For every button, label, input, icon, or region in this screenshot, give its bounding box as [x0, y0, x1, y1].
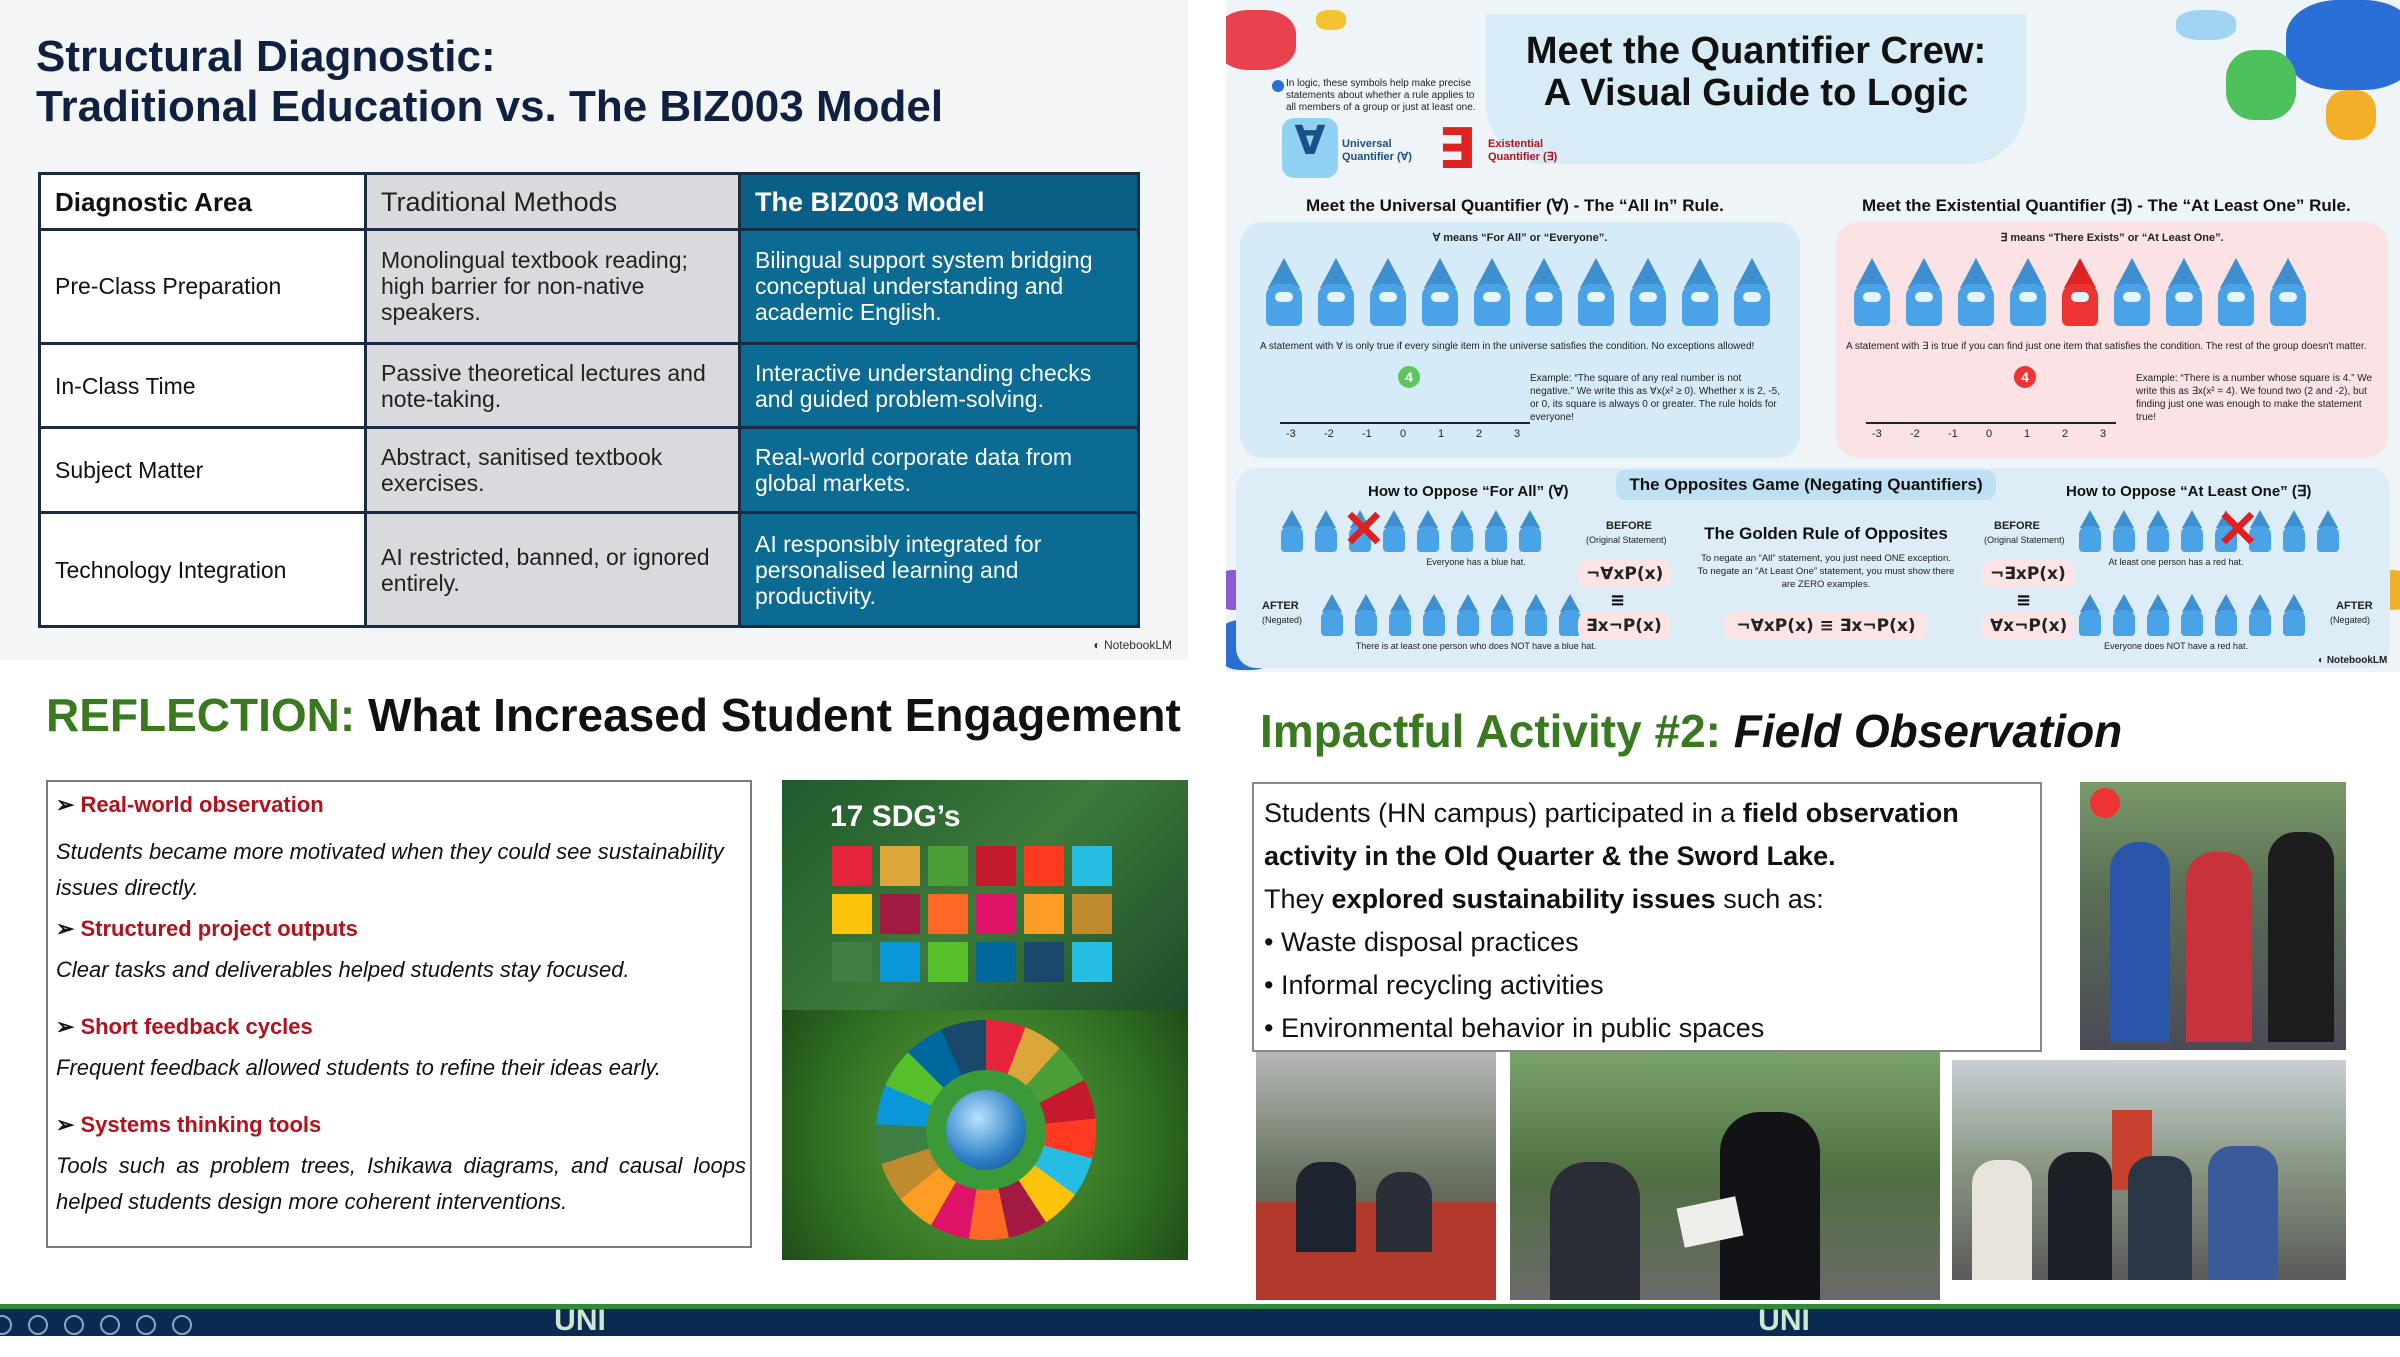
wizard-icon — [2178, 510, 2206, 554]
table-cell: Pre-Class Preparation — [40, 230, 366, 344]
bullet-item: • Waste disposal practices — [1264, 927, 1579, 957]
wizard-icon — [2110, 594, 2138, 638]
person-figure — [1296, 1162, 1356, 1252]
wizard-icon — [1574, 258, 1618, 328]
wizard-icon — [1522, 594, 1550, 638]
photo-tourists — [2080, 782, 2346, 1050]
tick-label: -1 — [1362, 428, 1372, 440]
sdg-goal-tile — [1024, 942, 1064, 982]
wizard-icon — [1386, 594, 1414, 638]
person-figure — [2128, 1156, 2192, 1280]
wizard-icon — [2178, 594, 2206, 638]
existential-sub: ∃ means “There Exists” or “At Least One”. — [2000, 232, 2224, 244]
list-item-label — [56, 792, 324, 818]
table-row — [40, 428, 1139, 513]
pen-icon[interactable] — [64, 1315, 84, 1335]
tick-label: -1 — [1948, 428, 1958, 440]
universal-caption: A statement with ∀ is only true if every single item in the universe satisfies the condition. No exceptions allowed! — [1260, 341, 1755, 352]
wizard-icon — [1318, 594, 1346, 638]
universal-mascot-icon: ∀ — [1282, 118, 1338, 178]
bullet-item: • Informal recycling activities — [1264, 970, 1604, 1000]
wizard-icon — [1470, 258, 1514, 328]
watermark-text: NotebookLM — [1103, 638, 1172, 652]
wizard-icon — [1418, 258, 1462, 328]
wizard-icon — [1454, 594, 1482, 638]
reflection-heading — [46, 688, 1181, 742]
title-line-2: A Visual Guide to Logic — [1543, 72, 1969, 114]
uni-logo: UNI — [1758, 1304, 1810, 1337]
wizard-icon — [1954, 258, 1998, 328]
person-figure — [2268, 832, 2334, 1042]
wizard-icon — [2266, 258, 2310, 328]
wizard-icon — [1850, 258, 1894, 328]
universal-label: Universal Quantifier (∀) — [1342, 138, 1412, 163]
slide-title — [36, 32, 1136, 132]
person-figure — [1376, 1172, 1432, 1252]
watermark-text: NotebookLM — [2326, 655, 2388, 666]
item-label: Short feedback cycles — [80, 1014, 313, 1039]
sdg-goal-tile — [1072, 894, 1112, 934]
wizard-icon — [1482, 510, 1510, 554]
sdg-goal-tile — [832, 846, 872, 886]
wizard-icon — [1902, 258, 1946, 328]
red-hat-caption: At least one person has a red hat. — [2108, 557, 2244, 567]
wizard-icon — [2214, 258, 2258, 328]
sdg-goal-tile — [880, 942, 920, 982]
list-item-text: Frequent feedback allowed students to refine their ideas early. — [56, 1055, 661, 1080]
sdg-image — [782, 780, 1188, 1260]
next-slide-icon[interactable] — [28, 1315, 48, 1335]
wizard-icon — [1414, 510, 1442, 554]
highlight-value: 4 — [1398, 366, 1420, 388]
no-blue-hat-caption: There is at least one person who does NOT have a blue hat. — [1355, 641, 1597, 651]
tick-label: -2 — [1910, 428, 1920, 440]
wizard-icon — [1352, 594, 1380, 638]
list-item-label — [56, 1112, 321, 1138]
existential-heading: Meet the Existential Quantifier (∃) - The “At Least One” Rule. — [1862, 196, 2351, 215]
tick-label: -2 — [1324, 428, 1334, 440]
sdg-goal-tile — [928, 894, 968, 934]
sdg-title: 17 SDG’s — [830, 800, 961, 833]
after-sub-left: (Negated) — [1262, 615, 1303, 625]
p1-bold: field observation activity in the Old Quarter & the Sword Lake. — [1264, 798, 1959, 871]
header-traditional: Traditional Methods — [366, 174, 740, 230]
wizard-icon — [2144, 594, 2172, 638]
list-item-label — [56, 916, 358, 942]
wizard-icon — [2162, 258, 2206, 328]
sdg-goal-tile — [832, 894, 872, 934]
tick-label: 1 — [1438, 428, 1445, 440]
wizard-icon — [2006, 258, 2050, 328]
decor-blob — [1316, 10, 1346, 30]
wizard-icon — [2076, 594, 2104, 638]
table-cell: In-Class Time — [40, 343, 366, 428]
after-label-right: AFTER — [2336, 600, 2373, 612]
tick-label: -3 — [1286, 428, 1296, 440]
heading-rest: What Increased Student Engagement — [355, 689, 1181, 741]
sdg-goal-tile — [976, 894, 1016, 934]
existential-mascot-icon: ∃ — [1437, 117, 1477, 182]
wizard-icon — [1448, 510, 1476, 554]
existential-caption: A statement with ∃ is true if you can find just one item that satisfies the condition. The rest of the group doesn't matter. — [1846, 341, 2367, 352]
decor-blob — [2226, 50, 2296, 120]
table-cell: AI restricted, banned, or ignored entirely. — [366, 513, 740, 627]
oppose-all-heading: How to Oppose “For All” (∀) — [1368, 483, 1569, 500]
title-line-1: Meet the Quantifier Crew: — [1525, 30, 1987, 72]
decor-blob — [1226, 10, 1296, 70]
notebooklm-watermark: ◐ NotebookLM — [2318, 655, 2388, 666]
existential-example: Example: “There is a number whose square is 4.” We write this as ∃x(x² = 4). We found two (2 and -2), but finding just one was enough to make the statement true! — [2136, 373, 2373, 423]
table-row — [40, 230, 1139, 344]
table-cell: Abstract, sanitised textbook exercises. — [366, 428, 740, 513]
paragraph-1 — [1264, 792, 2030, 878]
number-line — [1280, 422, 1530, 424]
photo-park — [1510, 1052, 1940, 1300]
cross-icon: ✕ — [2216, 501, 2260, 559]
wizard-icon — [1516, 510, 1544, 554]
wizard-icon — [1420, 594, 1448, 638]
universal-panel — [1240, 222, 1800, 458]
notebooklm-watermark: ◐ NotebookLM — [1093, 638, 1172, 652]
opposites-title: The Opposites Game (Negating Quantifiers) — [1616, 470, 1996, 500]
formula-exists-not: ∃x¬P(x) — [1578, 612, 1670, 640]
golden-rule-text: To negate an “All” statement, you just need ONE exception. To negate an “At Least One” statement, you must show there are ZERO examples. — [1697, 553, 1955, 590]
existential-panel — [1836, 222, 2388, 458]
before-label-right: BEFORE — [1994, 520, 2040, 532]
sdg-goal-tile — [832, 942, 872, 982]
sdg-goal-tile — [1072, 942, 1112, 982]
p2-tail: such as: — [1715, 884, 1824, 914]
globe-icon — [946, 1090, 1026, 1170]
sdg-goal-tile — [1072, 846, 1112, 886]
existential-label: Existential Quantifier (∃) — [1488, 138, 1558, 163]
item-label: Structured project outputs — [80, 916, 358, 941]
slides-icon[interactable] — [100, 1315, 120, 1335]
wizard-icon — [2212, 594, 2240, 638]
wizard-icon — [2076, 510, 2104, 554]
number-line — [1866, 422, 2116, 424]
arrow-icon: ➢ — [56, 1112, 75, 1137]
photo-group — [1952, 1060, 2346, 1280]
arrow-icon: ➢ — [56, 916, 75, 941]
tick-label: 3 — [2100, 428, 2107, 440]
tick-label: 3 — [1514, 428, 1521, 440]
table-row — [40, 513, 1139, 627]
wizard-icon — [2280, 594, 2308, 638]
highlight-value: 4 — [2014, 366, 2036, 388]
wizard-icon — [1278, 510, 1306, 554]
table-cell: AI responsibly integrated for personalised learning and productivity. — [740, 513, 1139, 627]
wizard-icon — [1522, 258, 1566, 328]
table-cell: Subject Matter — [40, 428, 366, 513]
formula-forall-not: ∀x¬P(x) — [1982, 612, 2075, 640]
equivalence-sign: ≡ — [1610, 590, 1626, 611]
presentation-toolbar — [0, 1304, 2400, 1336]
sdg-goal-tile — [1024, 846, 1064, 886]
sdg-goal-tile — [1024, 894, 1064, 934]
decor-blob — [2286, 0, 2400, 90]
slide-title — [1486, 30, 2026, 114]
sdg-goal-tile — [928, 846, 968, 886]
wizard-icon — [2314, 510, 2342, 554]
list-item-text: Students became more motivated when they could see sustainability issues directly. — [56, 839, 724, 900]
activity-heading — [1260, 704, 2122, 758]
p2-text: They — [1264, 884, 1332, 914]
wizard-icon — [2280, 510, 2308, 554]
table-cell: Interactive understanding checks and guided problem-solving. — [740, 343, 1139, 428]
formula-not-exists: ¬∃xP(x) — [1982, 560, 2074, 588]
list-item-text: Tools such as problem trees, Ishikawa diagrams, and causal loops helped students design more coherent interventions. — [56, 1153, 746, 1214]
wizard-icon — [1488, 594, 1516, 638]
table-cell: Technology Integration — [40, 513, 366, 627]
heading-accent: REFLECTION: — [46, 689, 356, 741]
heading-accent: Impactful Activity #2: — [1260, 705, 1734, 757]
wizard-icon — [2110, 510, 2138, 554]
before-label-left: BEFORE — [1606, 520, 1652, 532]
person-figure — [2110, 842, 2170, 1042]
table-cell: Real-world corporate data from global markets. — [740, 428, 1139, 513]
item-label: Systems thinking tools — [80, 1112, 322, 1137]
list-item-text: Clear tasks and deliverables helped students stay focused. — [56, 957, 630, 982]
slide-quantifier-crew — [1226, 0, 2400, 672]
more-options-icon[interactable] — [172, 1315, 192, 1335]
blue-hat-caption: Everyone has a blue hat. — [1426, 557, 1526, 567]
red-hat-wizard-icon — [2058, 258, 2102, 328]
after-label-left: AFTER — [1262, 600, 1299, 612]
wizard-icon — [1314, 258, 1358, 328]
tick-label: 2 — [2062, 428, 2069, 440]
universal-heading: Meet the Universal Quantifier (∀) - The “All In” Rule. — [1306, 196, 1724, 215]
sign-icon — [2090, 788, 2120, 818]
heading-italic: Field Observation — [1733, 705, 2123, 757]
wizard-icon — [2246, 594, 2274, 638]
golden-formula: ¬∀xP(x) ≡ ∃x¬P(x) — [1724, 612, 1928, 640]
no-red-hat-caption: Everyone does NOT have a red hat. — [2104, 641, 2248, 651]
wizard-icon — [2110, 258, 2154, 328]
intro-text: In logic, these symbols help make precise statements about whether a rule applies to all members of a group or just at least one. — [1286, 78, 1476, 113]
wizard-icon — [1366, 258, 1410, 328]
arrow-icon: ➢ — [56, 1014, 75, 1039]
table-cell: Monolingual textbook reading; high barrier for non-native speakers. — [366, 230, 740, 344]
bullet-text: Environmental behavior in public spaces — [1280, 1013, 1765, 1043]
tick-label: 0 — [1400, 428, 1407, 440]
bullet-dot — [1272, 80, 1284, 92]
sdg-goal-tile — [976, 846, 1016, 886]
header-biz003: The BIZ003 Model — [740, 174, 1139, 230]
tick-label: 2 — [1476, 428, 1483, 440]
formula-not-forall: ¬∀xP(x) — [1578, 560, 1671, 588]
wizard-icon — [1678, 258, 1722, 328]
person-figure — [1972, 1160, 2032, 1280]
person-figure — [2208, 1146, 2278, 1280]
title-line-2: Traditional Education vs. The BIZ003 Model — [36, 82, 944, 131]
table-cell: Passive theoretical lectures and note-taking. — [366, 343, 740, 428]
sdg-goal-tile — [880, 846, 920, 886]
equivalence-sign: ≡ — [2016, 590, 2032, 611]
bullet-item: • Environmental behavior in public spaces — [1264, 1013, 1765, 1043]
zoom-icon[interactable] — [136, 1315, 156, 1335]
p1-text: Students (HN campus) participated in a — [1264, 798, 1743, 828]
wizard-icon — [1262, 258, 1306, 328]
table-row — [40, 343, 1139, 428]
bullet-text: Waste disposal practices — [1280, 927, 1579, 957]
decor-blob — [2326, 90, 2376, 140]
universal-example: Example: “The square of any real number is not negative.” We write this as ∀x(x² ≥ 0). Whether x is 2, -5, or 0, its square is always 0 or greater. The rule holds for everyone! — [1530, 373, 1780, 423]
after-sub-right: (Negated) — [2330, 615, 2371, 625]
list-item-label — [56, 1014, 313, 1040]
tick-label: 1 — [2024, 428, 2031, 440]
before-sub-left: (Original Statement) — [1586, 535, 1667, 545]
previous-slide-icon[interactable] — [0, 1315, 12, 1335]
before-sub-right: (Original Statement) — [1984, 535, 2065, 545]
wizard-icon — [1730, 258, 1774, 328]
sdg-goal-tile — [928, 942, 968, 982]
wizard-icon — [1312, 510, 1340, 554]
header-diagnostic-area: Diagnostic Area — [40, 174, 366, 230]
slide-structural-diagnostic — [0, 0, 1188, 660]
person-figure — [2048, 1152, 2112, 1280]
activity-description — [1252, 782, 2042, 1052]
arrow-icon: ➢ — [56, 792, 75, 817]
tick-label: -3 — [1872, 428, 1882, 440]
decor-blob — [2176, 10, 2236, 40]
p2-bold: explored sustainability issues — [1331, 884, 1716, 914]
table-header-row — [40, 174, 1139, 230]
uni-logo: UNI — [554, 1304, 606, 1337]
golden-rule-title: The Golden Rule of Opposites — [1704, 524, 1948, 543]
sdg-goal-tile — [880, 894, 920, 934]
person-figure — [2186, 852, 2252, 1042]
table-cell: Bilingual support system bridging conceptual understanding and academic English. — [740, 230, 1139, 344]
cross-icon: ✕ — [1342, 501, 1386, 559]
wizard-icon — [2144, 510, 2172, 554]
engagement-list — [46, 780, 752, 1248]
photo-lakeside — [1256, 1052, 1496, 1300]
person-figure — [1550, 1162, 1640, 1300]
item-label: Real-world observation — [80, 792, 324, 817]
diagnostic-table — [38, 172, 1140, 628]
paragraph-2 — [1264, 878, 2030, 921]
bullet-text: Informal recycling activities — [1280, 970, 1604, 1000]
title-line-1: Structural Diagnostic: — [36, 32, 496, 81]
universal-sub: ∀ means “For All” or “Everyone”. — [1432, 232, 1608, 244]
wizard-icon — [1626, 258, 1670, 328]
oppose-one-heading: How to Oppose “At Least One” (∃) — [2066, 483, 2312, 500]
sdg-goal-tile — [976, 942, 1016, 982]
tick-label: 0 — [1986, 428, 1993, 440]
